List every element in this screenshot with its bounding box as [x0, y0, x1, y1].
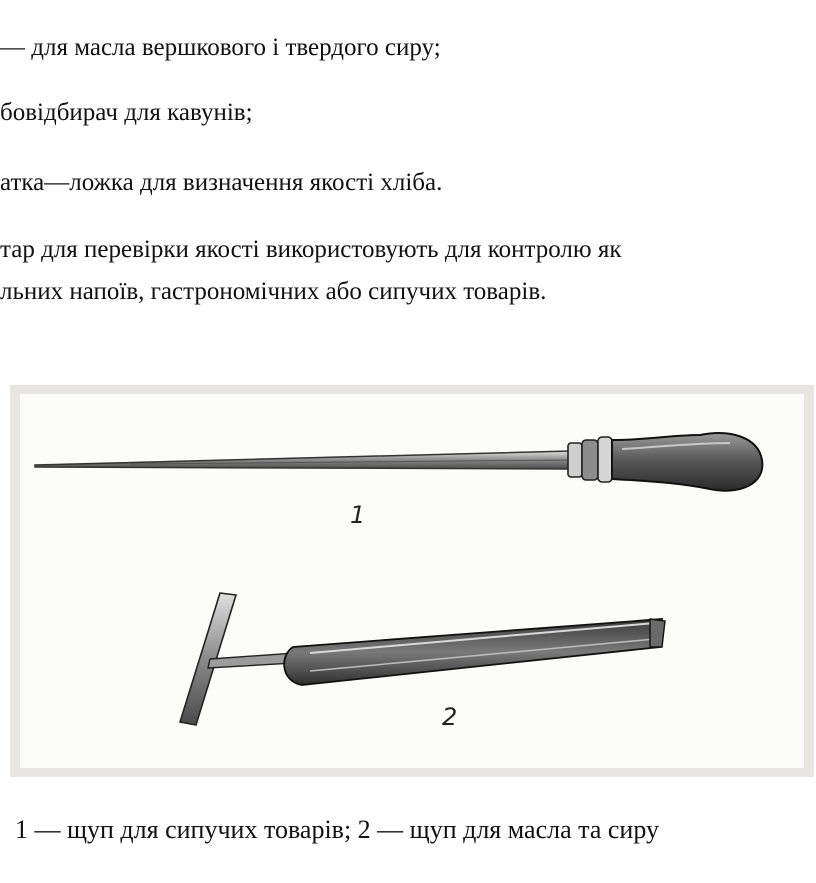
- text-line-quality-tools: тар для перевірки якості використовують для контролю як: [0, 236, 622, 263]
- bulk-goods-probe: [35, 433, 762, 491]
- probe-illustration: [10, 385, 814, 777]
- probe-drawing: [10, 385, 814, 777]
- text-line-goods-types: льних напоїв, гастрономічних або сипучих товарів.: [0, 278, 547, 305]
- butter-cheese-probe: [180, 593, 665, 725]
- probe-label-2: 2: [442, 703, 458, 731]
- figure-caption: 1 — щуп для сипучих товарів; 2 — щуп для масла та сиру: [15, 815, 659, 844]
- text-line-watermelon: бовідбирач для кавунів;: [0, 99, 253, 126]
- probe-label-1: 1: [350, 501, 366, 529]
- text-line-bread-spoon: атка—ложка для визначення якості хліба.: [0, 169, 443, 196]
- text-line-butter-cheese: — для масла вершкового і твердого сиру;: [0, 34, 441, 61]
